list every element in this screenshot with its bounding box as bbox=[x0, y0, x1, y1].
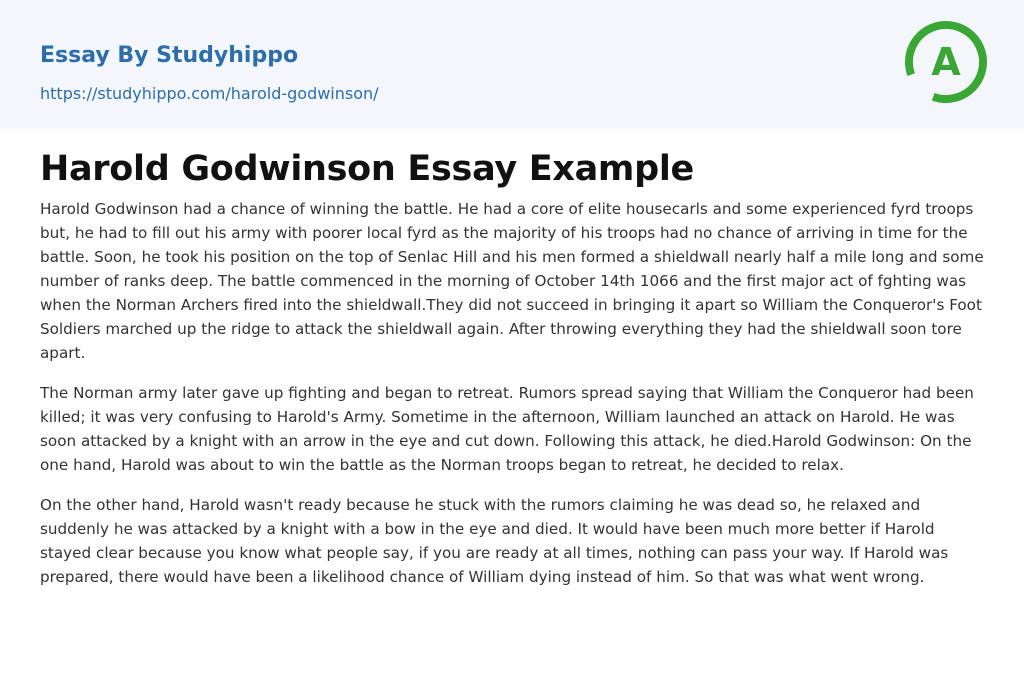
site-brand[interactable]: Essay By Studyhippo bbox=[40, 43, 299, 68]
paragraph-1: Harold Godwinson had a chance of winning the battle. He had a core of elite housecarls and some experienced fyrd troops but, he had to fill out his army with poorer local fyrd as the majority of his troops had no chance of arriving in time for the battle. Soon, he took his position on the top of Senlac Hill and his men formed a shieldwall nearly half a mile long and some number of ranks deep. The battle commenced in the morning of October 14th 1066 and the first major act of fghting was when the Norman Archers fired into the shieldwall.They did not succeed in bringing it apart so William the Conqueror's Foot Soldiers marched up the ridge to attack the shieldwall again. After throwing everything they had the shieldwall soon tore apart. bbox=[40, 200, 984, 362]
site-header bbox=[0, 0, 1024, 129]
paragraph-3: On the other hand, Harold wasn't ready because he stuck with the rumors claiming he was dead so, he relaxed and suddenly he was attacked by a knight with a bow in the eye and died. It would have been much more better if Harold stayed clear because you know what people say, if you are ready at all times, nothing can pass your way. If Harold was prepared, there would have been a likelihood chance of William dying instead of him. So that was what went wrong. bbox=[40, 496, 949, 586]
page-title: Harold Godwinson Essay Example bbox=[40, 149, 694, 189]
studyhippo-logo[interactable] bbox=[904, 20, 988, 104]
page-url-link[interactable]: https://studyhippo.com/harold-godwinson/ bbox=[40, 84, 379, 103]
article-content bbox=[40, 129, 984, 605]
logo-letter: A bbox=[931, 40, 961, 84]
paragraph-2: The Norman army later gave up fighting and began to retreat. Rumors spread saying that William the Conqueror had been killed; it was very confusing to Harold's Army. Sometime in the afternoon, William launched an attack on Harold. He was soon attacked by a knight with an arrow in the eye and cut down. Following this attack, he died.Harold Godwinson: On the one hand, Harold was about to win the battle as the Norman troops began to retreat, he decided to relax. bbox=[40, 384, 974, 474]
